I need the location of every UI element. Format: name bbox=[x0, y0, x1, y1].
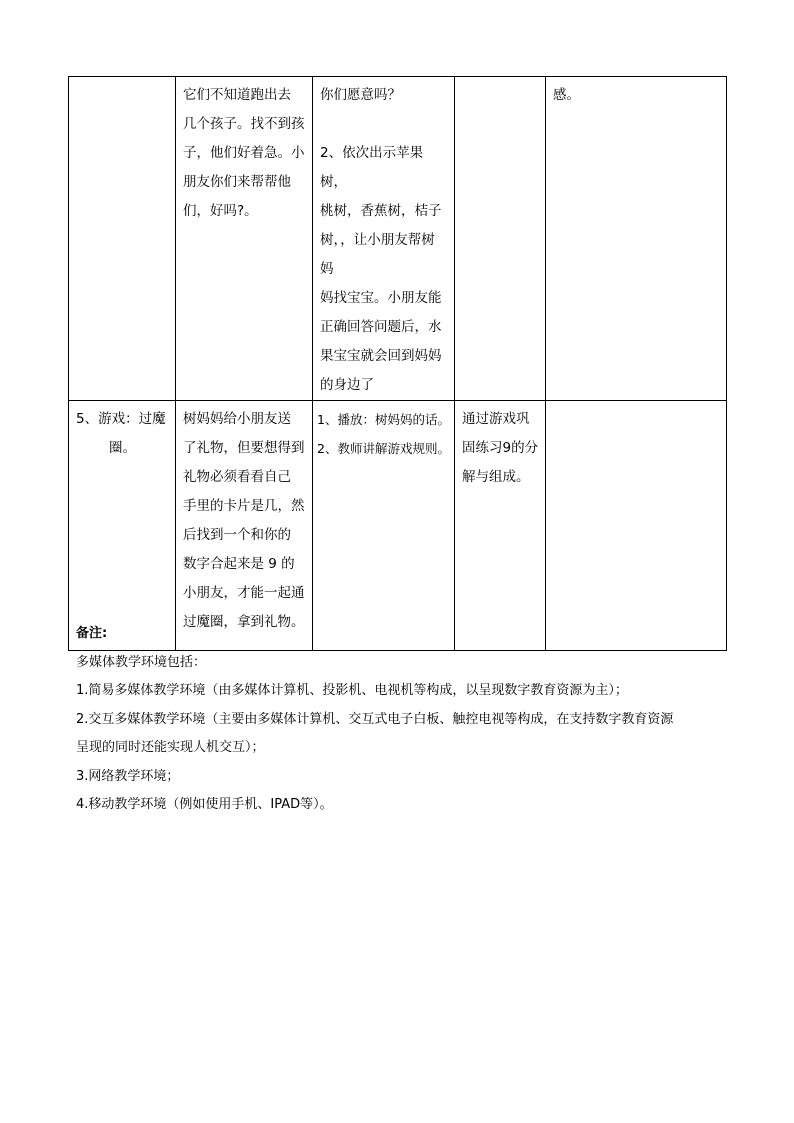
cell-text-line: 手里的卡片是几，然 bbox=[183, 498, 305, 514]
table-cell bbox=[69, 77, 176, 401]
table-cell bbox=[176, 401, 313, 651]
cell-text-line: 正确回答问题后，水 bbox=[320, 319, 442, 335]
cell-text-line: 的身边了 bbox=[320, 377, 374, 393]
cell-text-line: 果宝宝就会回到妈妈 bbox=[320, 348, 442, 364]
notes-intro: 多媒体教学环境包括： bbox=[76, 654, 207, 670]
table-cell bbox=[455, 77, 546, 401]
cell-text-line: 桃树，香蕉树，桔子 bbox=[320, 203, 442, 219]
notes-section bbox=[76, 620, 736, 820]
table-cell bbox=[546, 401, 727, 651]
notes-item: 1.简易多媒体教学环境（由多媒体计算机、投影机、电视机等构成，以呈现数字教育资源为主）； bbox=[76, 683, 628, 698]
cell-text-line: 过魔圈，拿到礼物。 bbox=[183, 614, 305, 630]
cell-text-line: 数字合起来是 9 的 bbox=[183, 556, 295, 572]
notes-item-continued: 呈现的同时还能实现人机交互）； bbox=[76, 740, 265, 755]
cell-text-line: 5、游戏：过魔 bbox=[76, 411, 166, 427]
cell-text-line: 小朋友，才能一起通 bbox=[183, 585, 305, 601]
cell-text-line: 们，好吗?。 bbox=[183, 203, 258, 219]
cell-text-line: 你们愿意吗？ bbox=[320, 87, 401, 103]
cell-text-line: 通过游戏巩 bbox=[462, 411, 530, 427]
table-cell bbox=[455, 401, 546, 651]
cell-text-line: 圈。 bbox=[109, 440, 136, 456]
cell-text-line: 2、教师讲解游戏规则。 bbox=[317, 441, 450, 456]
notes-item: 3.网络教学环境； bbox=[76, 768, 180, 784]
table-row bbox=[69, 77, 727, 401]
notes-item: 4.移动教学环境（例如使用手机、IPAD等）。 bbox=[76, 797, 333, 812]
notes-title: 备注: bbox=[76, 626, 108, 641]
lesson-plan-table bbox=[68, 76, 727, 651]
cell-text-line: 1、播放：树妈妈的话。 bbox=[317, 412, 450, 427]
cell-text-line: 2、依次出示苹果树， bbox=[320, 145, 424, 190]
table-cell bbox=[313, 401, 455, 651]
cell-text-line: 了礼物，但要想得到 bbox=[183, 440, 305, 456]
cell-text-line: 树，，让小朋友帮树妈 bbox=[320, 232, 435, 277]
cell-text-line: 几个孩子。找不到孩 bbox=[183, 116, 305, 132]
cell-text-line: 解与组成。 bbox=[462, 469, 530, 485]
table-cell bbox=[176, 77, 313, 401]
cell-text-line: 子，他们好着急。小 bbox=[183, 145, 305, 161]
cell-text-line: 感。 bbox=[553, 87, 580, 103]
cell-text-line: 树妈妈给小朋友送 bbox=[183, 411, 291, 427]
table-cell bbox=[546, 77, 727, 401]
table-cell bbox=[69, 401, 176, 651]
table-row bbox=[69, 401, 727, 651]
cell-text-line: 后找到一个和你的 bbox=[183, 527, 291, 543]
notes-item: 2.交互多媒体教学环境（主要由多媒体计算机、交互式电子白板、触控电视等构成，在支持数字教育资源 bbox=[76, 711, 674, 727]
cell-text-line: 固练习9的分 bbox=[462, 440, 539, 456]
table-cell bbox=[313, 77, 455, 401]
cell-text-line: 它们不知道跑出去 bbox=[183, 87, 291, 103]
cell-text-line: 妈找宝宝。小朋友能 bbox=[320, 290, 442, 306]
cell-text-line: 朋友你们来帮帮他 bbox=[183, 174, 291, 190]
cell-text-line: 礼物必须看看自己 bbox=[183, 469, 291, 485]
